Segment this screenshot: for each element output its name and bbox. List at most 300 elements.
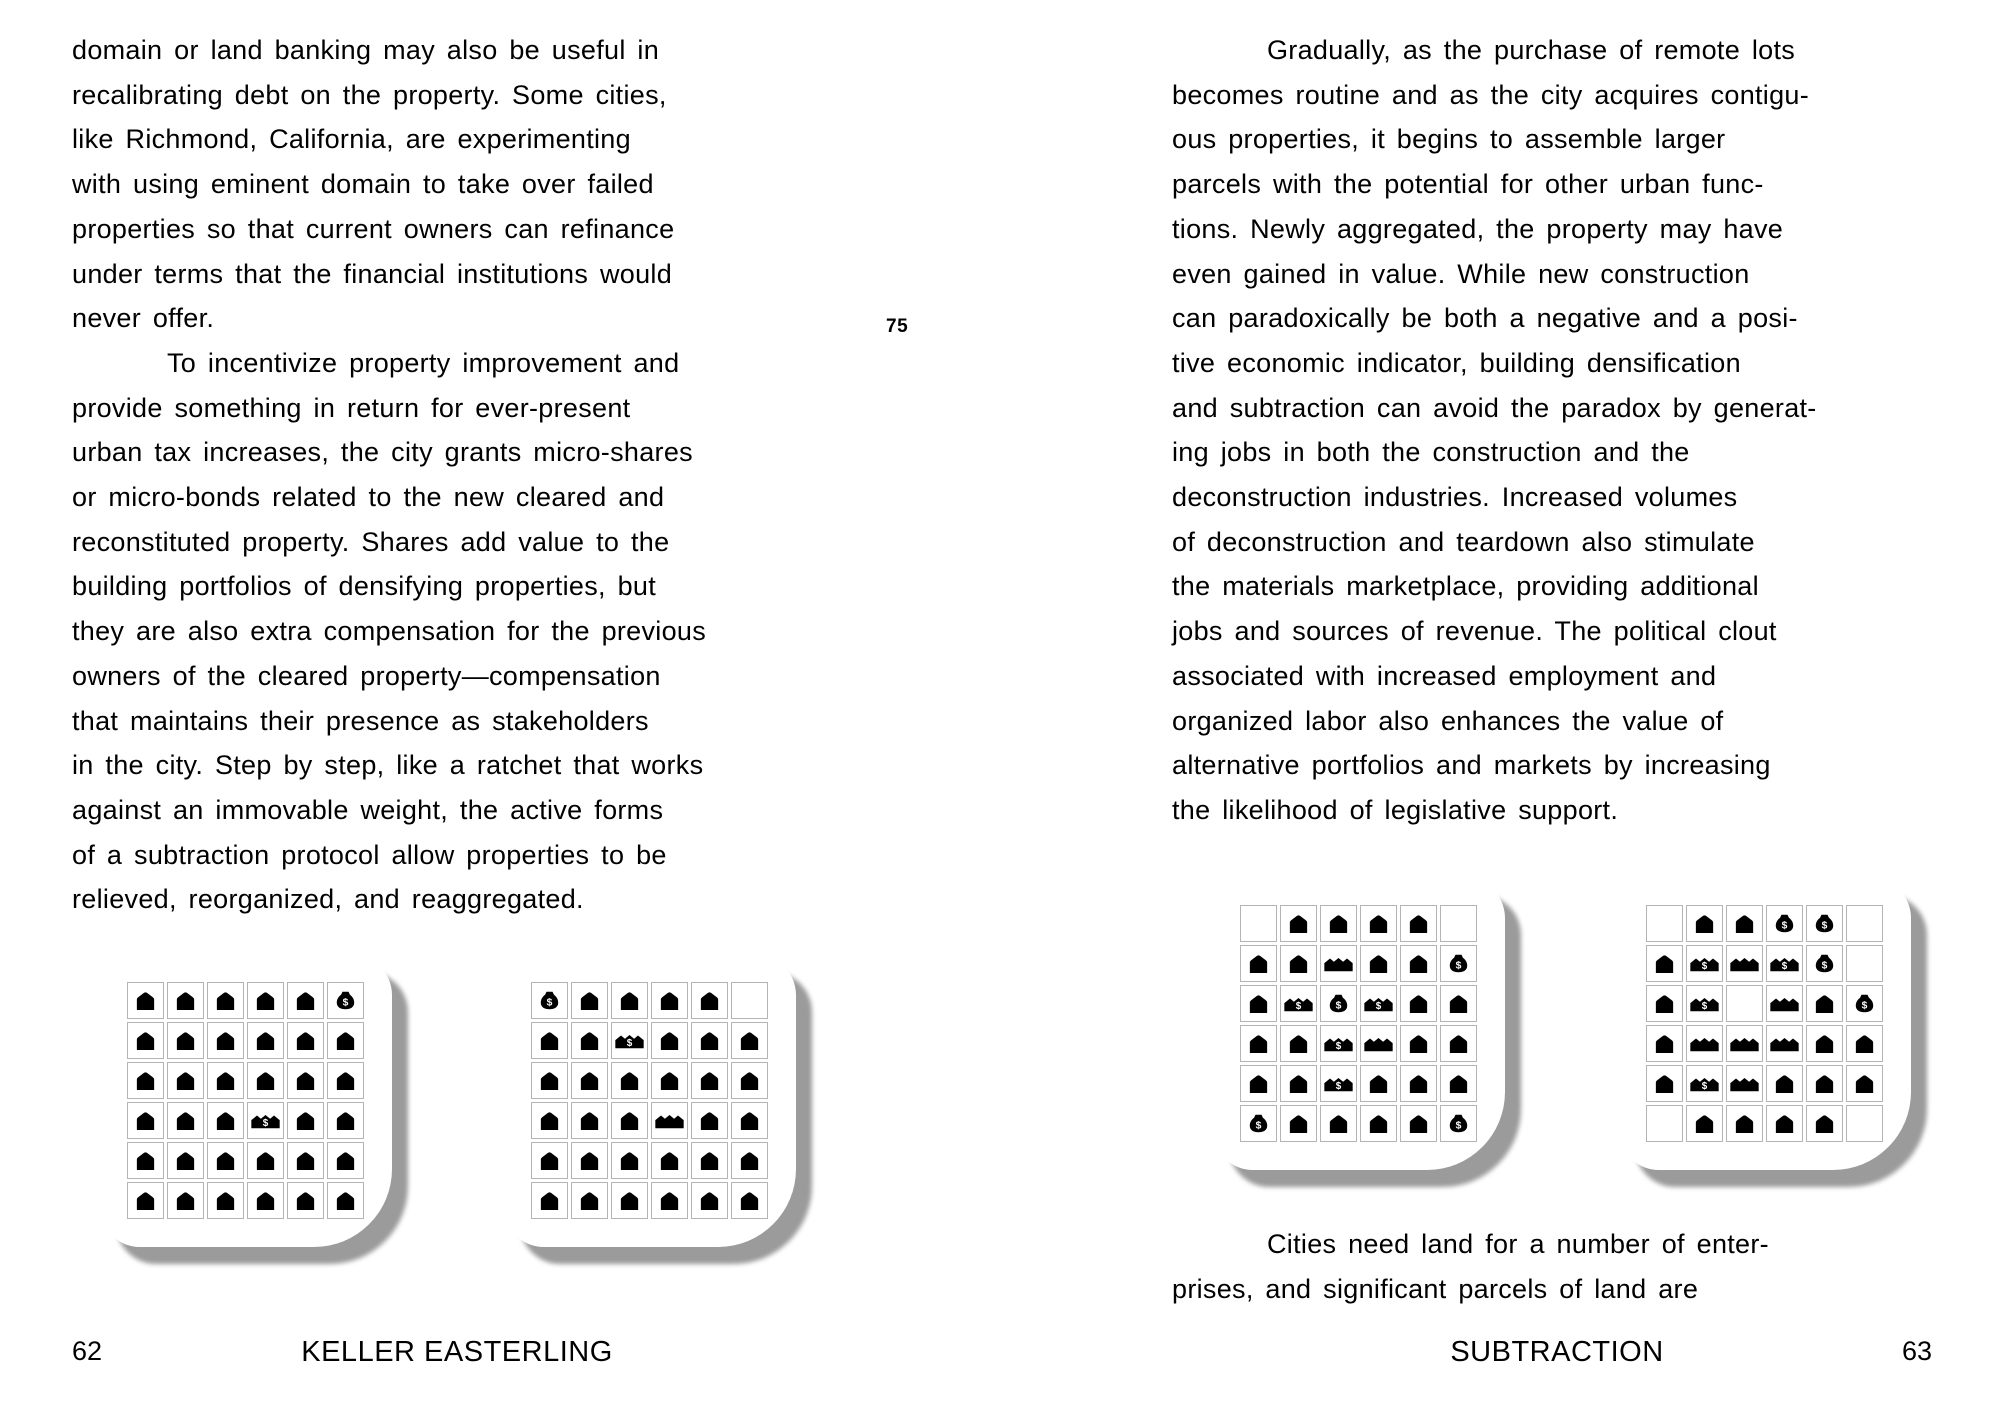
parcel-cell-house (287, 1102, 324, 1139)
house-icon (175, 1111, 196, 1130)
text-line: under terms that the financial institutions would (72, 258, 673, 289)
house-icon (1814, 1074, 1835, 1093)
house-icon (539, 1111, 560, 1130)
house-icon (699, 991, 720, 1010)
house-cluster-dollar-icon (1769, 955, 1800, 972)
text-line: relieved, reorganized, and reaggregated. (72, 884, 584, 915)
text-line: recalibrating debt on the property. Some cities, (72, 79, 667, 110)
house-cluster-icon (1729, 1075, 1760, 1092)
text-line: can paradoxically be both a negative and a posi- (1172, 303, 1798, 334)
house-cluster-icon (1769, 1035, 1800, 1052)
house-icon (659, 1031, 680, 1050)
house-icon (619, 991, 640, 1010)
parcel-cell-house (691, 1182, 728, 1219)
parcel-cell-house (127, 1102, 164, 1139)
house-icon (295, 1031, 316, 1050)
house-icon (1654, 1034, 1675, 1053)
parcel-cell-house-cluster (1360, 1025, 1397, 1062)
parcel-cell-house (167, 1102, 204, 1139)
svg-text:$: $ (1861, 1000, 1868, 1012)
house-icon (215, 991, 236, 1010)
parcel-cell-house (207, 1182, 244, 1219)
text-line: prises, and significant parcels of land are (1172, 1273, 1699, 1304)
parcel-cell-house (1360, 905, 1397, 942)
text-line: jobs and sources of revenue. The political clout (1172, 616, 1777, 647)
parcel-cell-house-cluster-with-dollar (1686, 985, 1723, 1022)
parcel-cell-money-bag (1806, 945, 1843, 982)
parcel-cell-house (1280, 1065, 1317, 1102)
money-bag-icon (1329, 993, 1348, 1014)
parcel-cell-house-cluster (1726, 1065, 1763, 1102)
parcel-cell-house (1440, 1065, 1477, 1102)
house-icon (1248, 994, 1269, 1013)
parcel-cell-house-cluster-with-dollar (611, 1022, 648, 1059)
house-cluster-icon (1769, 995, 1800, 1012)
parcel-cell-empty-lot (1646, 1105, 1683, 1142)
left-page-text (72, 28, 872, 922)
parcel-cell-house (1240, 945, 1277, 982)
house-icon (659, 991, 680, 1010)
house-icon (539, 1191, 560, 1210)
parcel-cell-house (1400, 985, 1437, 1022)
parcel-cell-house-cluster-with-dollar (247, 1102, 284, 1139)
parcel-cell-house (1240, 985, 1277, 1022)
parcel-cell-house (1400, 1065, 1437, 1102)
parcel-cell-money-bag (1440, 945, 1477, 982)
house-icon (135, 1111, 156, 1130)
house-icon (619, 1191, 640, 1210)
parcel-cell-house (207, 1142, 244, 1179)
parcel-cell-house (1360, 1105, 1397, 1142)
parcel-cell-house (167, 1022, 204, 1059)
house-icon (539, 1031, 560, 1050)
house-icon (1448, 1074, 1469, 1093)
house-icon (1408, 914, 1429, 933)
parcel-cell-house (1766, 1105, 1803, 1142)
parcel-grid-card (100, 955, 392, 1247)
house-icon (255, 1191, 276, 1210)
svg-text:$: $ (1335, 1080, 1342, 1092)
house-icon (255, 991, 276, 1010)
parcel-cell-house (1400, 1025, 1437, 1062)
house-icon (215, 1111, 236, 1130)
parcel-cell-house (531, 1102, 568, 1139)
parcel-grid (1646, 905, 1911, 1142)
house-icon (739, 1191, 760, 1210)
parcel-cell-house (1280, 945, 1317, 982)
house-icon (1328, 914, 1349, 933)
svg-text:$: $ (1255, 1120, 1262, 1132)
right-page-text (1172, 28, 1972, 833)
parcel-cell-house-cluster (651, 1102, 688, 1139)
text-line: ing jobs in both the construction and the (1172, 437, 1690, 468)
svg-text:$: $ (1701, 960, 1708, 972)
house-icon (579, 1031, 600, 1050)
house-icon (1288, 1114, 1309, 1133)
parcel-grid-card (1213, 878, 1505, 1170)
house-icon (1248, 1034, 1269, 1053)
parcel-cell-house-cluster (1726, 945, 1763, 982)
svg-text:$: $ (1335, 1000, 1342, 1012)
text-line: parcels with the potential for other urban func- (1172, 169, 1764, 200)
svg-text:$: $ (1701, 1000, 1708, 1012)
parcel-cell-house (1440, 1025, 1477, 1062)
house-icon (1248, 954, 1269, 973)
text-line: Gradually, as the purchase of remote lots (1267, 35, 1796, 65)
house-icon (135, 1151, 156, 1170)
parcel-cell-house (247, 1022, 284, 1059)
parcel-cell-house (1360, 945, 1397, 982)
parcel-cell-house (731, 1022, 768, 1059)
house-icon (1288, 954, 1309, 973)
house-cluster-dollar-icon (1283, 995, 1314, 1012)
house-icon (1774, 1074, 1795, 1093)
house-icon (295, 1111, 316, 1130)
svg-text:$: $ (1455, 960, 1462, 972)
parcel-cell-house (167, 1182, 204, 1219)
house-icon (1654, 954, 1675, 973)
text-line: of a subtraction protocol allow properties to be (72, 839, 667, 870)
text-line: organized labor also enhances the value of (1172, 705, 1724, 736)
house-icon (295, 1071, 316, 1090)
parcel-cell-house (1726, 905, 1763, 942)
parcel-cell-house (531, 1062, 568, 1099)
parcel-cell-house (571, 1182, 608, 1219)
text-line: ous properties, it begins to assemble larger (1172, 124, 1726, 155)
parcel-cell-house-cluster-with-dollar (1280, 985, 1317, 1022)
parcel-cell-house (1686, 1105, 1723, 1142)
parcel-cell-house (731, 1142, 768, 1179)
house-icon (659, 1191, 680, 1210)
house-icon (215, 1191, 236, 1210)
parcel-cell-house (691, 982, 728, 1019)
house-icon (1774, 1114, 1795, 1133)
text-line: they are also extra compensation for the previous (72, 616, 707, 647)
house-icon (1368, 954, 1389, 973)
parcel-cell-house (1320, 1105, 1357, 1142)
house-icon (135, 991, 156, 1010)
house-icon (255, 1151, 276, 1170)
text-line: associated with increased employment and (1172, 660, 1717, 691)
parcel-cell-house (1646, 1025, 1683, 1062)
right-page-figures (1213, 878, 1911, 1170)
text-line: or micro-bonds related to the new cleared and (72, 482, 665, 513)
house-icon (539, 1151, 560, 1170)
parcel-cell-house (731, 1102, 768, 1139)
parcel-cell-house (571, 1062, 608, 1099)
house-icon (1288, 914, 1309, 933)
parcel-cell-house (127, 1142, 164, 1179)
text-line: building portfolios of densifying properties, but (72, 571, 657, 602)
svg-text:$: $ (1455, 1120, 1462, 1132)
house-icon (175, 991, 196, 1010)
house-icon (335, 1151, 356, 1170)
house-icon (135, 1071, 156, 1090)
parcel-cell-house-cluster (1766, 1025, 1803, 1062)
house-icon (1408, 994, 1429, 1013)
left-page-number: 62 (72, 1336, 103, 1366)
text-line: becomes routine and as the city acquires contigu- (1172, 79, 1810, 110)
text-line: urban tax increases, the city grants micro-shares (72, 437, 693, 468)
house-icon (579, 1071, 600, 1090)
right-page-closing-text (1172, 1222, 1972, 1311)
house-icon (1408, 1114, 1429, 1133)
parcel-cell-house (731, 1182, 768, 1219)
parcel-cell-house (691, 1142, 728, 1179)
house-cluster-icon (1689, 1035, 1720, 1052)
house-icon (335, 1191, 356, 1210)
parcel-cell-money-bag (1240, 1105, 1277, 1142)
house-icon (1854, 1034, 1875, 1053)
text-line: reconstituted property. Shares add value to the (72, 526, 670, 557)
parcel-cell-house (651, 1142, 688, 1179)
money-bag-icon (1449, 953, 1468, 974)
house-icon (659, 1071, 680, 1090)
parcel-cell-house-cluster (1686, 1025, 1723, 1062)
text-line: in the city. Step by step, like a ratchet that works (72, 750, 704, 781)
text-line: To incentivize property improvement and (167, 347, 680, 378)
text-line: that maintains their presence as stakeholders (72, 705, 649, 736)
parcel-cell-house (1400, 945, 1437, 982)
parcel-cell-house (571, 1022, 608, 1059)
parcel-cell-house (571, 1142, 608, 1179)
svg-text:$: $ (546, 997, 553, 1009)
parcel-cell-house (1806, 1065, 1843, 1102)
house-cluster-dollar-icon (1323, 1035, 1354, 1052)
svg-text:$: $ (262, 1117, 269, 1129)
house-icon (539, 1071, 560, 1090)
text-line: alternative portfolios and markets by increasing (1172, 750, 1771, 781)
text-line: of deconstruction and teardown also stimulate (1172, 526, 1755, 557)
parcel-cell-house (1846, 1065, 1883, 1102)
parcel-cell-house-cluster-with-dollar (1320, 1065, 1357, 1102)
parcel-cell-house (247, 982, 284, 1019)
house-icon (1654, 994, 1675, 1013)
parcel-cell-house (327, 1102, 364, 1139)
parcel-cell-house-cluster-with-dollar (1360, 985, 1397, 1022)
house-icon (295, 991, 316, 1010)
parcel-cell-house (167, 1142, 204, 1179)
left-running-footer: KELLER EASTERLING (301, 1336, 613, 1368)
text-line: the likelihood of legislative support. (1172, 794, 1619, 825)
house-icon (1814, 1114, 1835, 1133)
svg-text:$: $ (626, 1037, 633, 1049)
parcel-cell-house (1766, 1065, 1803, 1102)
house-icon (699, 1151, 720, 1170)
house-icon (295, 1191, 316, 1210)
text-line: even gained in value. While new construction (1172, 258, 1750, 289)
svg-text:$: $ (1781, 960, 1788, 972)
text-line: tions. Newly aggregated, the property may have (1172, 213, 1784, 244)
house-icon (1368, 1074, 1389, 1093)
house-icon (699, 1111, 720, 1130)
parcel-cell-house (1646, 1065, 1683, 1102)
house-icon (1734, 1114, 1755, 1133)
left-page-figures (100, 955, 796, 1247)
money-bag-icon (1775, 913, 1794, 934)
parcel-cell-house (531, 1182, 568, 1219)
parcel-cell-empty-lot (1846, 945, 1883, 982)
money-bag-icon (1855, 993, 1874, 1014)
house-icon (739, 1111, 760, 1130)
house-cluster-icon (1363, 1035, 1394, 1052)
text-line: tive economic indicator, building densification (1172, 347, 1741, 378)
parcel-cell-house (287, 1142, 324, 1179)
parcel-cell-house (1280, 905, 1317, 942)
parcel-cell-money-bag (327, 982, 364, 1019)
house-icon (699, 1071, 720, 1090)
house-icon (619, 1151, 640, 1170)
right-page-number: 63 (1902, 1336, 1933, 1366)
parcel-cell-house (287, 982, 324, 1019)
text-line: deconstruction industries. Increased volumes (1172, 482, 1738, 513)
house-cluster-dollar-icon (614, 1032, 645, 1049)
text-line: never offer. (72, 303, 215, 334)
house-icon (1408, 954, 1429, 973)
parcel-cell-house (611, 1102, 648, 1139)
house-icon (335, 1071, 356, 1090)
house-cluster-dollar-icon (1323, 1075, 1354, 1092)
parcel-grid (1240, 905, 1505, 1142)
parcel-cell-empty-lot (731, 982, 768, 1019)
parcel-grid-card (1619, 878, 1911, 1170)
house-icon (1288, 1074, 1309, 1093)
parcel-cell-empty-lot (1240, 905, 1277, 942)
text-line: the materials marketplace, providing additional (1172, 571, 1759, 602)
parcel-cell-house (287, 1182, 324, 1219)
text-line: Cities need land for a number of enter- (1267, 1229, 1769, 1259)
parcel-cell-house (247, 1142, 284, 1179)
parcel-cell-money-bag (1320, 985, 1357, 1022)
parcel-cell-house-cluster-with-dollar (1766, 945, 1803, 982)
parcel-cell-house (1240, 1025, 1277, 1062)
house-icon (1814, 1034, 1835, 1053)
parcel-cell-house (1400, 905, 1437, 942)
text-line: owners of the cleared property—compensation (72, 660, 661, 691)
house-icon (1854, 1074, 1875, 1093)
parcel-cell-house (327, 1062, 364, 1099)
svg-text:$: $ (1781, 920, 1788, 932)
house-cluster-dollar-icon (1363, 995, 1394, 1012)
house-icon (739, 1071, 760, 1090)
house-icon (255, 1071, 276, 1090)
parcel-cell-house (1360, 1065, 1397, 1102)
house-icon (619, 1111, 640, 1130)
parcel-cell-house (127, 1182, 164, 1219)
parcel-cell-house (207, 1062, 244, 1099)
text-line: provide something in return for ever-present (72, 392, 631, 423)
parcel-cell-house (327, 1182, 364, 1219)
house-icon (1248, 1074, 1269, 1093)
house-icon (215, 1151, 236, 1170)
house-icon (175, 1071, 196, 1090)
svg-text:$: $ (1295, 1000, 1302, 1012)
house-icon (1408, 1074, 1429, 1093)
house-icon (1448, 1034, 1469, 1053)
parcel-cell-house (1806, 1105, 1843, 1142)
money-bag-icon (1449, 1113, 1468, 1134)
parcel-cell-house (611, 982, 648, 1019)
house-icon (579, 1111, 600, 1130)
parcel-cell-house (531, 1022, 568, 1059)
parcel-cell-empty-lot (1846, 1105, 1883, 1142)
house-icon (175, 1151, 196, 1170)
house-icon (1408, 1034, 1429, 1053)
text-line: with using eminent domain to take over failed (72, 169, 654, 200)
money-bag-icon (540, 990, 559, 1011)
parcel-cell-house-cluster-with-dollar (1686, 945, 1723, 982)
parcel-cell-money-bag (531, 982, 568, 1019)
svg-text:$: $ (1335, 1040, 1342, 1052)
right-running-footer: SUBTRACTION (1450, 1336, 1664, 1368)
parcel-cell-money-bag (1806, 905, 1843, 942)
parcel-cell-house (731, 1062, 768, 1099)
house-icon (579, 1191, 600, 1210)
parcel-cell-house (1846, 1025, 1883, 1062)
house-icon (175, 1031, 196, 1050)
parcel-cell-empty-lot (1646, 905, 1683, 942)
house-icon (255, 1031, 276, 1050)
parcel-cell-house (611, 1062, 648, 1099)
parcel-cell-money-bag (1440, 1105, 1477, 1142)
parcel-cell-house (571, 1102, 608, 1139)
money-bag-icon (1815, 913, 1834, 934)
parcel-cell-house (691, 1102, 728, 1139)
parcel-cell-house-cluster (1320, 945, 1357, 982)
parcel-cell-house (1280, 1025, 1317, 1062)
svg-text:$: $ (1821, 960, 1828, 972)
parcel-cell-house (247, 1182, 284, 1219)
parcel-cell-house (691, 1022, 728, 1059)
parcel-cell-house (611, 1182, 648, 1219)
house-icon (335, 1031, 356, 1050)
parcel-cell-house (651, 982, 688, 1019)
parcel-cell-house (167, 1062, 204, 1099)
house-icon (1288, 1034, 1309, 1053)
parcel-cell-house (207, 1022, 244, 1059)
house-icon (135, 1191, 156, 1210)
house-icon (1328, 1114, 1349, 1133)
parcel-grid-card (504, 955, 796, 1247)
house-icon (295, 1151, 316, 1170)
text-line: against an immovable weight, the active forms (72, 794, 664, 825)
house-icon (579, 991, 600, 1010)
house-cluster-icon (654, 1112, 685, 1129)
house-cluster-dollar-icon (1689, 955, 1720, 972)
parcel-cell-house (531, 1142, 568, 1179)
parcel-cell-empty-lot (1846, 905, 1883, 942)
house-icon (699, 1191, 720, 1210)
house-icon (1694, 1114, 1715, 1133)
house-icon (215, 1071, 236, 1090)
svg-text:$: $ (342, 997, 349, 1009)
parcel-cell-house (327, 1022, 364, 1059)
parcel-cell-house (1686, 905, 1723, 942)
parcel-cell-house (1726, 1105, 1763, 1142)
parcel-cell-house (1646, 985, 1683, 1022)
house-icon (1654, 1074, 1675, 1093)
parcel-cell-house-cluster (1766, 985, 1803, 1022)
money-bag-icon (1815, 953, 1834, 974)
parcel-cell-house (287, 1062, 324, 1099)
house-icon (619, 1071, 640, 1090)
house-icon (1368, 1114, 1389, 1133)
house-icon (135, 1031, 156, 1050)
parcel-cell-house (327, 1142, 364, 1179)
house-cluster-icon (1729, 955, 1760, 972)
parcel-cell-house (651, 1022, 688, 1059)
house-icon (1368, 914, 1389, 933)
